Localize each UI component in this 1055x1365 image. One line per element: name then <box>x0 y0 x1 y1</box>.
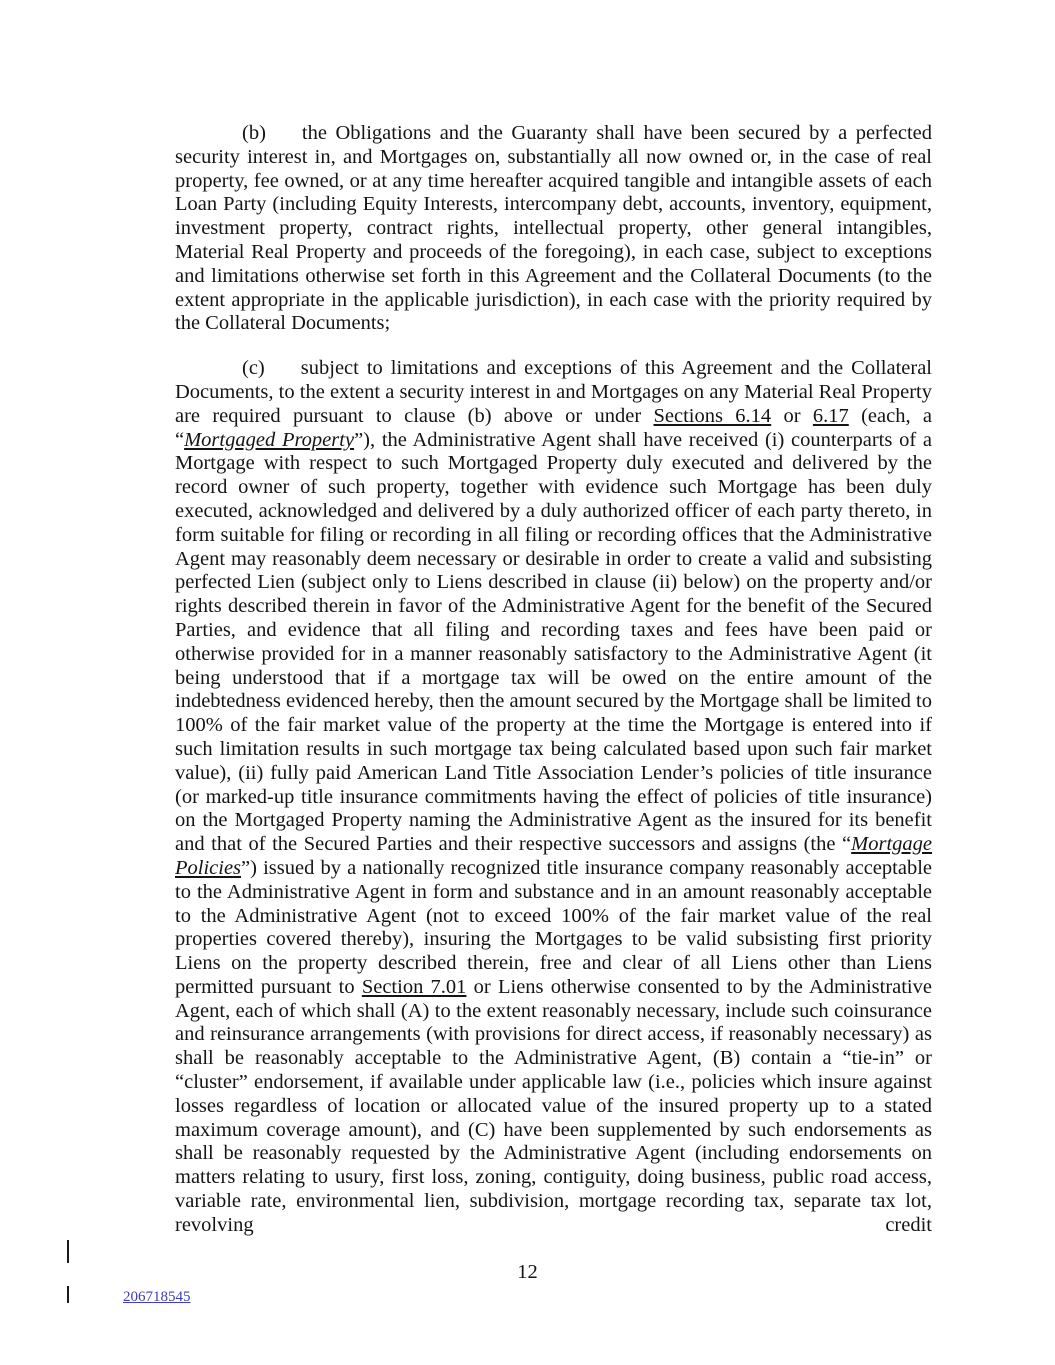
revision-change-bar <box>67 1286 69 1303</box>
defined-term: Mortgaged Property <box>184 428 355 451</box>
page-number: 12 <box>517 1261 538 1283</box>
text-segment: (each, a “ <box>175 404 933 451</box>
defined-term: Mortgage Policies <box>175 833 932 879</box>
section-reference: Sections 6.14 <box>653 404 772 427</box>
text-segment: ”), the Administrative Agent shall have received (i) counterparts of a Mortgage with respect to such Mortgaged Property duly executed and delivered by the record owner of such property, together with evidence such Mortgage has been duly executed, acknowledged and delivered by a duly authorized officer of each party thereto, in form suitable for filing or recording in all filing or recording offices that the Administrative Agent may reasonably deem necessary or desirable in order to create a valid and subsisting perfected Lien (subject only to Liens described in clause (ii) below) on the property and/or rights described therein in favor of the Administrative Agent for the benefit of the Secured Parties, and evidence that all filing and recording taxes and fees have been paid or otherwise provided for in a manner reasonably satisfactory to the Administrative Agent (it being understood that if a mortgage tax will be owed on the entire amount of the indebtedness evidenced hereby, then the amount secured by the Mortgage shall be limited to 100% of the fair market value of the property at the time the Mortgage is entered into if such limitation results in such mortgage tax being calculated based upon such fair market value), (ii) fully paid American Land Title Association Lender’s policies of title insurance (or marked-up title insurance commitments having the effect of policies of title insurance) on the Mortgaged Property naming the Administrative Agent as the insured for its benefit and that of the Secured Parties and their respective successors and assigns (the “ <box>175 428 932 856</box>
paragraph-label: (c) <box>242 357 265 380</box>
revision-change-bar <box>67 1240 69 1263</box>
paragraph-c <box>175 357 932 1237</box>
text-segment: the Obligations and the Guaranty shall have been secured by a perfected security interest in, and Mortgages on, substantially all now owned or, in the case of real property, fee owned, or at any time hereafter acquired tangible and intangible assets of each Loan Party (including Equity Interests, intercompany debt, accounts, inventory, equipment, investment property, contract rights, intellectual property, other general intangibles, Material Real Property and proceeds of the foregoing), in each case, subject to exceptions and limitations otherwise set forth in this Agreement and the Collateral Documents (to the extent appropriate in the applicable jurisdiction), in each case with the priority required by the Collateral Documents; <box>175 122 932 335</box>
document-body <box>175 122 932 1259</box>
paragraph-b <box>175 122 932 336</box>
text-segment: ”) issued by a nationally recognized title insurance company reasonably acceptable to the Administrative Agent in form and substance and in an amount reasonably acceptable to the Administrative Agent (not to exceed 100% of the fair market value of the real properties covered thereby), insuring the Mortgages to be valid subsisting first priority Liens on the property described therein, free and clear of all Liens other than Liens permitted pursuant to <box>175 856 932 998</box>
text-segment: or Liens otherwise consented to by the Administrative Agent, each of which shall (A) to the extent reasonably necessary, include such coinsurance and reinsurance arrangements (with provisions for direct access, if reasonably necessary) as shall be reasonably acceptable to the Administrative Agent, (B) contain a “tie-in” or “cluster” endorsement, if available under applicable law (i.e., policies which insure against losses regardless of location or allocated value of the insured property up to a stated maximum coverage amount), and (C) have been supplemented by such endorsements as shall be reasonably requested by the Administrative Agent (including endorsements on matters relating to usury, first loss, zoning, contiguity, doing business, public road access, variable rate, environmental lien, subdivision, mortgage recording tax, separate tax lot, revolving credit <box>175 975 932 1236</box>
section-reference: 6.17 <box>812 404 849 427</box>
text-segment: subject to limitations and exceptions of this Agreement and the Collateral Documents, to the extent a security interest in and Mortgages on any Material Real Property are required pursuant to clause (b) above or under <box>175 357 932 427</box>
section-reference: Section 7.01 <box>361 975 467 998</box>
document-id-link[interactable]: 206718545 <box>123 1289 191 1305</box>
text-segment: or <box>771 404 813 427</box>
paragraph-label: (b) <box>242 122 266 144</box>
